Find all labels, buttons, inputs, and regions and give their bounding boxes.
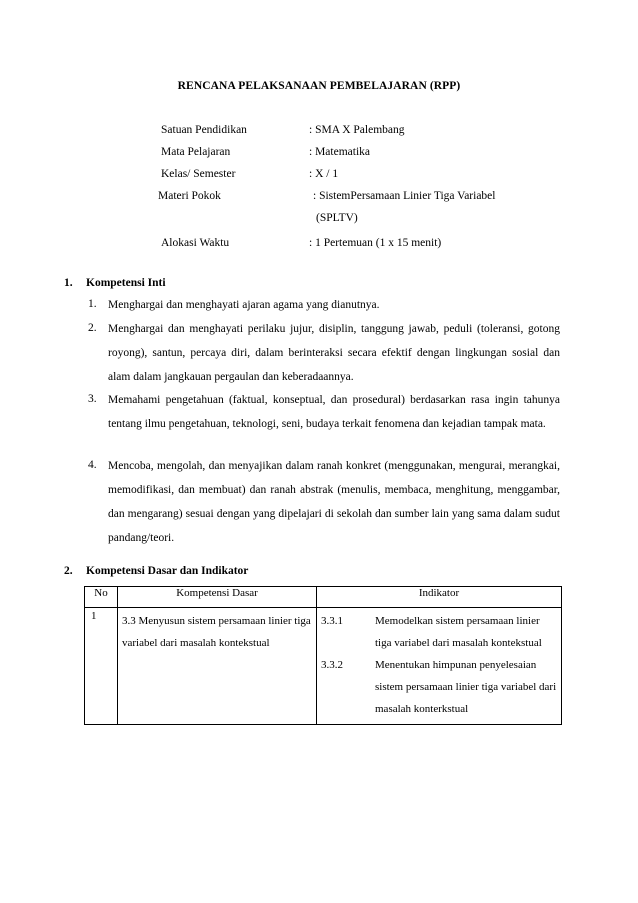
section-heading-kompetensi-dasar: [64, 565, 248, 577]
table-header-kompetensi-dasar: Kompetensi Dasar: [118, 587, 317, 608]
section-title: Kompetensi Dasar dan Indikator: [86, 565, 249, 577]
meta-row-materi: [158, 190, 578, 206]
meta-value: : 1 Pertemuan (1 x 15 menit): [309, 237, 442, 249]
meta-key: Kelas/ Semester: [161, 168, 236, 180]
table-cell-indikator: [317, 608, 562, 725]
indicator-text: Memodelkan sistem persamaan linier tiga variabel dari masalah kontekstual: [375, 615, 542, 649]
list-item-text: Mencoba, mengolah, dan menyajikan dalam ranah konkret (menggunakan, mengurai, merangkai, memodifikasi, dan membuat) dan ranah abstrak (menulis, membaca, menghitung, menggambar, dan mengarang) sesuai dengan yang dipelajari di sekolah dan sumber lain yang sama dalam sudut pandang/teori.: [108, 460, 560, 544]
indicator-code: 3.3.1: [321, 615, 343, 627]
section-heading-kompetensi-inti: [64, 277, 166, 289]
kompetensi-dasar-table: [84, 586, 562, 725]
table-cell-no: 1: [85, 608, 118, 725]
meta-row-alokasi: [161, 237, 581, 253]
table-header-indikator: Indikator: [317, 587, 562, 608]
table-header-row: [85, 587, 562, 608]
meta-key: Materi Pokok: [158, 190, 221, 202]
list-item-number: 4.: [88, 459, 97, 471]
list-item-text: Memahami pengetahuan (faktual, konseptual, dan prosedural) berdasarkan rasa ingin tahunya tentang ilmu pengetahuan, teknologi, seni, budaya terkait fenomena dan kejadian tampak mata.: [108, 394, 560, 430]
table-cell-kompetensi-dasar: 3.3 Menyusun sistem persamaan linier tiga variabel dari masalah kontekstual: [118, 608, 317, 725]
table-header-no: No: [85, 587, 118, 608]
indicator-code: 3.3.2: [321, 659, 343, 671]
section-number: 1.: [64, 277, 73, 289]
indicator-item: [321, 654, 557, 720]
meta-value: : SistemPersamaan Linier Tiga Variabel: [313, 190, 496, 202]
document-title: RENCANA PELAKSANAAN PEMBELAJARAN (RPP): [177, 80, 461, 92]
list-item-number: 3.: [88, 393, 97, 405]
indicator-text: Menentukan himpunan penyelesaian sistem persamaan linier tiga variabel dari masalah konterkstual: [375, 659, 557, 715]
section-number: 2.: [64, 565, 73, 577]
meta-row-mapel: [161, 146, 581, 162]
section-title: Kompetensi Inti: [86, 277, 166, 289]
table-row: [85, 608, 562, 725]
meta-value: : SMA X Palembang: [309, 124, 405, 136]
meta-value: : Matematika: [309, 146, 370, 158]
list-item-text: Menghargai dan menghayati ajaran agama yang dianutnya.: [108, 299, 380, 311]
indicator-item: [321, 610, 557, 654]
list-item-text: Menghargai dan menghayati perilaku jujur, disiplin, tanggung jawab, peduli (toleransi, gotong royong), santun, percaya diri, dalam berinteraksi secara efektif dengan lingkungan sosial dan alam dalam jangkauan pergaulan dan keberadaannya.: [108, 323, 560, 383]
meta-key: Mata Pelajaran: [161, 146, 231, 158]
list-item-number: 2.: [88, 322, 97, 334]
meta-key: Alokasi Waktu: [161, 237, 230, 249]
meta-row-satuan: [161, 124, 581, 140]
meta-key: Satuan Pendidikan: [161, 124, 247, 136]
meta-value: (SPLTV): [316, 212, 358, 224]
meta-row-materi-cont: [161, 212, 581, 228]
list-item-number: 1.: [88, 298, 97, 310]
meta-value: : X / 1: [309, 168, 339, 180]
meta-row-kelas: [161, 168, 581, 184]
